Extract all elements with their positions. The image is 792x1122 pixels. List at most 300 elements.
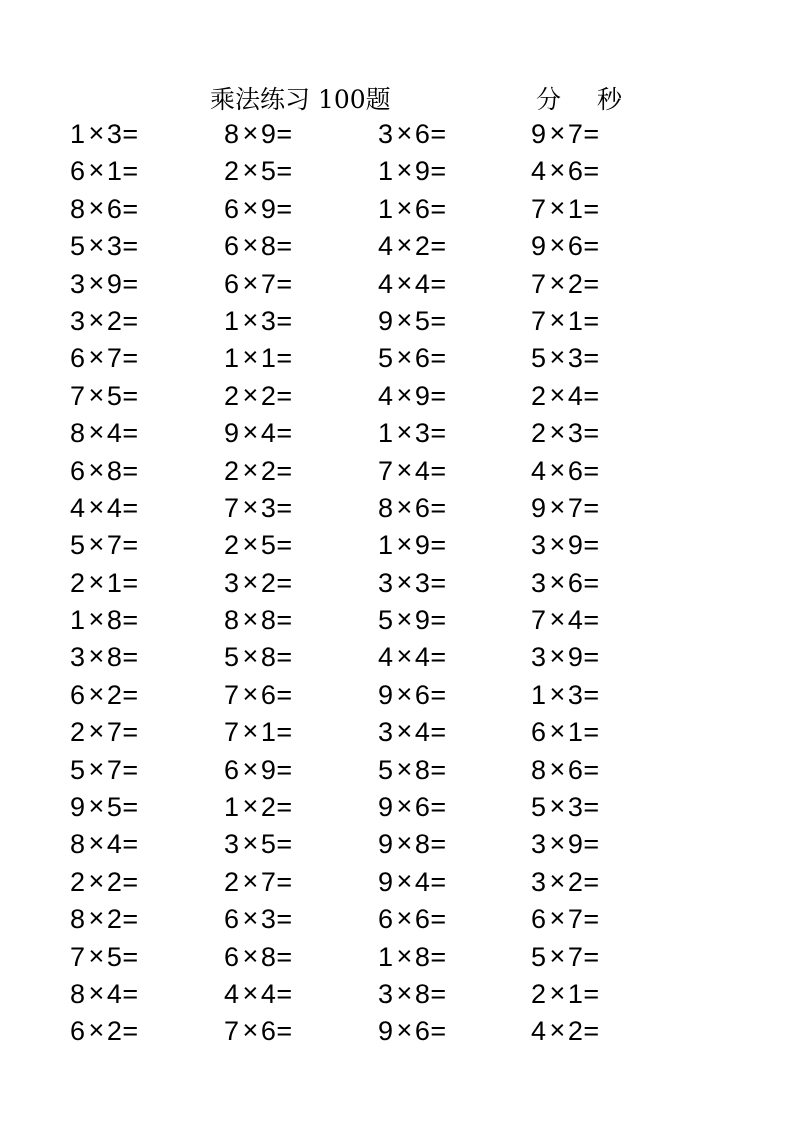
multiplier: 9 [567,642,584,673]
multiplicand: 3 [531,866,547,897]
equals-sign: = [583,380,600,411]
multiplicand: 2 [531,418,547,449]
equals-sign: = [583,866,600,897]
multiplier: 8 [414,941,431,972]
multiplication-problem [70,901,224,938]
equals-sign: = [583,530,600,561]
multiplicand: 8 [70,904,86,935]
multiplication-problem [70,453,224,490]
multiplicand: 3 [224,829,240,860]
multiplication-problem [70,864,224,901]
equals-sign: = [430,866,447,897]
equals-sign: = [430,829,447,860]
multiplicand: 7 [224,492,240,523]
multiplier: 3 [260,904,277,935]
multiplication-problem [224,527,378,564]
times-sign: × [549,267,566,298]
times-sign: × [396,230,413,261]
times-sign: × [396,1015,413,1046]
times-sign: × [88,155,105,186]
times-sign: × [396,267,413,298]
times-sign: × [549,192,566,223]
times-sign: × [396,604,413,635]
multiplication-problem [531,677,685,714]
equals-sign: = [276,679,293,710]
equals-sign: = [583,679,600,710]
multiplier: 9 [106,268,123,299]
multiplier: 4 [414,455,431,486]
multiplicand: 2 [224,455,240,486]
multiplication-problem [531,939,685,976]
multiplication-problem [70,378,224,415]
equals-sign: = [276,193,293,224]
equals-sign: = [430,717,447,748]
multiplicand: 2 [224,156,240,187]
multiplicand: 3 [531,829,547,860]
equals-sign: = [583,567,600,598]
equals-sign: = [276,605,293,636]
equals-sign: = [583,268,600,299]
multiplication-problem [224,191,378,228]
times-sign: × [242,1015,259,1046]
equals-sign: = [122,418,139,449]
multiplicand: 6 [224,268,240,299]
multiplication-problem [531,191,685,228]
equals-sign: = [276,156,293,187]
times-sign: × [396,566,413,597]
multiplier: 1 [106,567,123,598]
times-sign: × [549,753,566,784]
equals-sign: = [122,792,139,823]
times-sign: × [88,491,105,522]
multiplication-problem [378,677,531,714]
equals-sign: = [276,866,293,897]
multiplier: 4 [414,642,431,673]
equals-sign: = [276,418,293,449]
multiplier: 3 [567,343,584,374]
multiplicand: 9 [378,829,394,860]
times-sign: × [549,716,566,747]
multiplication-problem [224,378,378,415]
multiplier: 7 [106,717,123,748]
multiplicand: 5 [378,754,394,785]
multiplicand: 1 [378,156,394,187]
equals-sign: = [583,343,600,374]
multiplier: 4 [414,268,431,299]
multiplication-problem [70,415,224,452]
equals-sign: = [583,717,600,748]
multiplier: 3 [106,231,123,262]
equals-sign: = [276,717,293,748]
multiplicand: 7 [224,679,240,710]
multiplicand: 1 [70,119,86,149]
equals-sign: = [583,642,600,673]
equals-sign: = [583,941,600,972]
multiplicand: 7 [531,193,547,224]
multiplication-problem [70,752,224,789]
times-sign: × [88,678,105,709]
equals-sign: = [122,455,139,486]
multiplication-problem [531,976,685,1013]
multiplicand: 8 [531,754,547,785]
multiplier: 3 [567,679,584,710]
multiplier: 7 [567,119,584,149]
times-sign: × [396,791,413,822]
multiplicand: 7 [70,941,86,972]
equals-sign: = [122,829,139,860]
times-sign: × [88,940,105,971]
multiplication-problem [378,490,531,527]
multiplication-problem [224,228,378,265]
equals-sign: = [583,455,600,486]
multiplier: 4 [414,866,431,897]
multiplier: 2 [567,866,584,897]
equals-sign: = [276,904,293,935]
multiplication-problem [224,639,378,676]
multiplication-problem [70,714,224,751]
multiplier: 2 [260,455,277,486]
multiplier: 9 [260,193,277,224]
multiplicand: 6 [224,754,240,785]
equals-sign: = [583,1016,600,1047]
multiplier: 7 [260,866,277,897]
multiplication-problem [531,453,685,490]
multiplicand: 7 [531,268,547,299]
multiplication-problem [378,453,531,490]
multiplier: 3 [260,492,277,523]
multiplication-problem [531,1013,685,1050]
multiplier: 2 [260,567,277,598]
equals-sign: = [430,978,447,1009]
equals-sign: = [122,268,139,299]
equals-sign: = [430,492,447,523]
multiplication-problem [224,939,378,976]
times-sign: × [88,454,105,485]
multiplier: 9 [567,829,584,860]
times-sign: × [549,828,566,859]
multiplier: 4 [414,717,431,748]
multiplier: 8 [414,754,431,785]
times-sign: × [549,491,566,522]
times-sign: × [396,865,413,896]
equals-sign: = [122,941,139,972]
times-sign: × [396,940,413,971]
equals-sign: = [430,268,447,299]
equals-sign: = [122,754,139,785]
multiplication-problem [378,340,531,377]
equals-sign: = [122,567,139,598]
multiplier: 1 [567,305,584,336]
multiplicand: 3 [378,119,394,149]
equals-sign: = [122,119,139,149]
multiplication-problem [70,266,224,303]
multiplication-problem [70,976,224,1013]
multiplicand: 3 [70,305,86,336]
multiplier: 3 [106,119,123,149]
multiplicand: 6 [224,941,240,972]
equals-sign: = [122,305,139,336]
multiplicand: 8 [378,492,394,523]
multiplicand: 1 [70,605,86,636]
multiplicand: 9 [70,792,86,823]
equals-sign: = [122,231,139,262]
multiplication-problem [224,303,378,340]
multiplication-problem [70,1013,224,1050]
multiplicand: 5 [70,530,86,561]
multiplier: 2 [260,792,277,823]
multiplicand: 6 [378,904,394,935]
multiplication-problem [531,714,685,751]
multiplicand: 4 [378,231,394,262]
multiplication-problem [224,565,378,602]
times-sign: × [396,304,413,335]
multiplier: 4 [260,418,277,449]
multiplier: 1 [567,717,584,748]
multiplication-problem [378,153,531,190]
multiplier: 6 [106,193,123,224]
times-sign: × [549,342,566,373]
multiplication-problem [224,1013,378,1050]
multiplication-problem [378,714,531,751]
multiplier: 7 [567,904,584,935]
multiplicand: 4 [378,380,394,411]
multiplicand: 1 [378,530,394,561]
times-sign: × [549,865,566,896]
times-sign: × [88,267,105,298]
multiplier: 2 [106,1016,123,1047]
equals-sign: = [276,119,293,149]
equals-sign: = [430,193,447,224]
multiplication-problem [531,789,685,826]
multiplication-problem [224,266,378,303]
multiplication-problem [531,303,685,340]
multiplicand: 3 [378,717,394,748]
times-sign: × [396,118,413,148]
multiplication-problem [70,789,224,826]
times-sign: × [88,118,105,148]
multiplicand: 6 [224,193,240,224]
multiplicand: 3 [70,268,86,299]
multiplicand: 6 [531,717,547,748]
multiplicand: 4 [531,156,547,187]
multiplier: 9 [260,119,277,149]
multiplicand: 6 [70,156,86,187]
equals-sign: = [276,530,293,561]
worksheet-header [0,76,792,116]
times-sign: × [396,753,413,784]
multiplicand: 9 [224,418,240,449]
times-sign: × [242,903,259,934]
multiplier: 6 [260,679,277,710]
equals-sign: = [430,679,447,710]
times-sign: × [242,379,259,410]
times-sign: × [242,417,259,448]
times-sign: × [88,566,105,597]
times-sign: × [242,940,259,971]
multiplier: 8 [106,642,123,673]
multiplier: 2 [106,305,123,336]
multiplication-problem [224,864,378,901]
equals-sign: = [122,717,139,748]
multiplier: 6 [414,904,431,935]
times-sign: × [396,716,413,747]
equals-sign: = [430,941,447,972]
multiplier: 6 [567,156,584,187]
multiplier: 6 [414,119,431,149]
multiplicand: 1 [224,792,240,823]
times-sign: × [242,304,259,335]
times-sign: × [242,865,259,896]
times-sign: × [396,977,413,1008]
multiplication-problem [70,116,224,153]
multiplicand: 1 [378,418,394,449]
equals-sign: = [276,754,293,785]
multiplicand: 1 [378,941,394,972]
multiplicand: 6 [70,679,86,710]
equals-sign: = [430,605,447,636]
multiplicand: 8 [224,119,240,149]
multiplication-problem [378,303,531,340]
equals-sign: = [583,156,600,187]
times-sign: × [396,454,413,485]
equals-sign: = [430,156,447,187]
multiplication-problem [531,153,685,190]
multiplicand: 6 [70,1016,86,1047]
multiplication-problem [531,826,685,863]
multiplication-problem [70,490,224,527]
multiplier: 4 [106,829,123,860]
multiplicand: 6 [70,343,86,374]
equals-sign: = [430,754,447,785]
multiplication-problem [70,228,224,265]
multiplier: 7 [567,941,584,972]
times-sign: × [88,529,105,560]
multiplicand: 4 [531,455,547,486]
equals-sign: = [583,605,600,636]
equals-sign: = [583,829,600,860]
multiplicand: 3 [378,567,394,598]
multiplier: 5 [414,305,431,336]
equals-sign: = [583,792,600,823]
times-sign: × [242,491,259,522]
times-sign: × [242,342,259,373]
times-sign: × [88,903,105,934]
equals-sign: = [122,679,139,710]
multiplier: 5 [106,941,123,972]
multiplier: 8 [106,455,123,486]
times-sign: × [549,230,566,261]
multiplicand: 4 [224,978,240,1009]
times-sign: × [396,155,413,186]
multiplication-problem [378,1013,531,1050]
multiplicand: 3 [378,978,394,1009]
multiplier: 2 [567,268,584,299]
multiplier: 4 [567,605,584,636]
multiplier: 9 [567,530,584,561]
multiplication-problem [224,677,378,714]
multiplier: 3 [567,792,584,823]
multiplicand: 1 [224,305,240,336]
multiplicand: 9 [378,792,394,823]
multiplication-problem [224,490,378,527]
multiplication-problem [378,266,531,303]
equals-sign: = [583,978,600,1009]
times-sign: × [242,641,259,672]
multiplicand: 2 [224,866,240,897]
times-sign: × [88,604,105,635]
multiplication-problem [224,415,378,452]
multiplicand: 8 [70,829,86,860]
times-sign: × [549,903,566,934]
multiplication-problem [378,415,531,452]
multiplier: 6 [567,567,584,598]
multiplier: 9 [414,605,431,636]
multiplicand: 5 [224,642,240,673]
times-sign: × [242,753,259,784]
multiplication-problem [70,602,224,639]
times-sign: × [549,977,566,1008]
equals-sign: = [122,1016,139,1047]
equals-sign: = [276,492,293,523]
times-sign: × [549,1015,566,1046]
multiplicand: 4 [378,642,394,673]
multiplication-problem [378,116,531,153]
multiplicand: 5 [70,754,86,785]
equals-sign: = [122,156,139,187]
time-record [536,80,622,116]
multiplier: 9 [414,530,431,561]
times-sign: × [242,118,259,148]
multiplication-problem [224,789,378,826]
multiplier: 6 [567,455,584,486]
times-sign: × [88,641,105,672]
problem-grid [70,116,750,1051]
equals-sign: = [276,455,293,486]
multiplicand: 7 [531,605,547,636]
times-sign: × [549,155,566,186]
times-sign: × [88,230,105,261]
multiplier: 1 [567,978,584,1009]
multiplicand: 9 [378,866,394,897]
equals-sign: = [122,642,139,673]
equals-sign: = [122,978,139,1009]
equals-sign: = [583,305,600,336]
multiplication-problem [70,939,224,976]
times-sign: × [396,491,413,522]
multiplicand: 6 [70,455,86,486]
multiplicand: 3 [531,530,547,561]
times-sign: × [549,566,566,597]
multiplicand: 3 [70,642,86,673]
multiplicand: 4 [531,1016,547,1047]
times-sign: × [396,678,413,709]
equals-sign: = [122,605,139,636]
multiplier: 4 [260,978,277,1009]
times-sign: × [549,940,566,971]
multiplier: 8 [260,605,277,636]
multiplicand: 7 [531,305,547,336]
multiplication-problem [70,340,224,377]
equals-sign: = [122,380,139,411]
multiplication-problem [224,901,378,938]
multiplicand: 8 [70,418,86,449]
equals-sign: = [430,792,447,823]
multiplication-problem [531,266,685,303]
multiplier: 8 [260,941,277,972]
multiplication-problem [70,826,224,863]
multiplication-problem [70,153,224,190]
multiplicand: 9 [531,119,547,149]
